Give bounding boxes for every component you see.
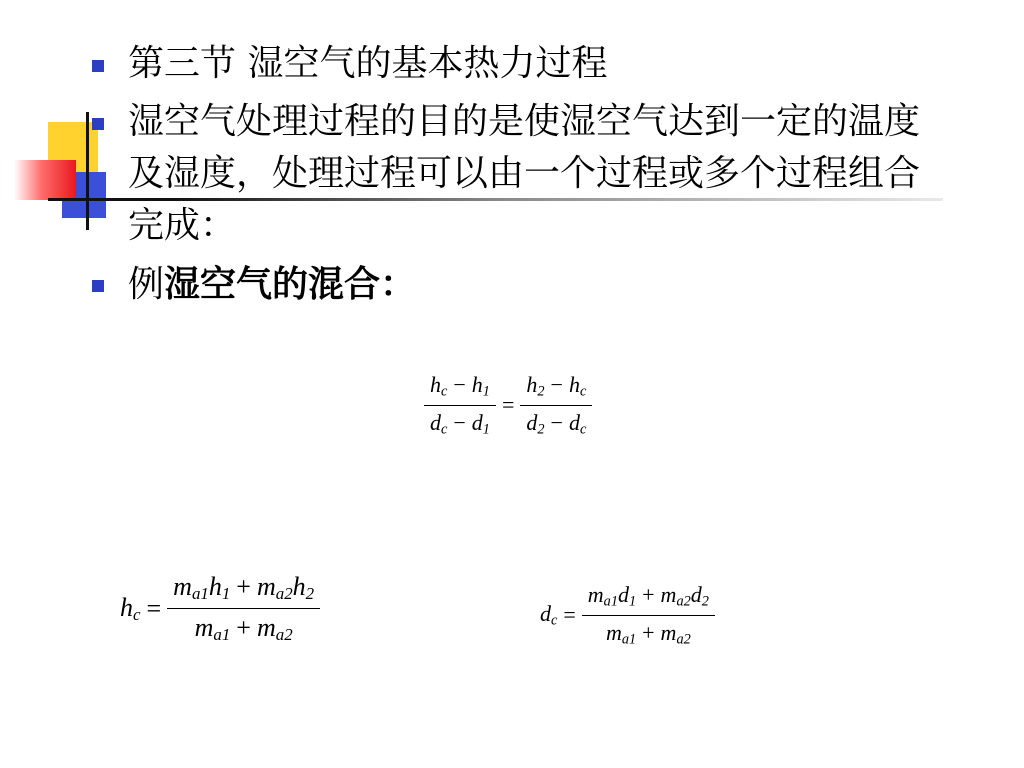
decor-red-bar	[14, 160, 76, 200]
bullet-text: 第三节 湿空气的基本热力过程	[128, 43, 608, 84]
bullet-text: 湿空气处理过程的目的是使湿空气达到一定的温度及湿度，处理过程可以由一个过程或多个过程组合完成：	[128, 101, 921, 246]
fraction-rhs: $\frac{h_2 - h_c}{d_2 - d_c}$	[520, 372, 592, 438]
equation-hc: $h_c$ = $\frac{m_{a1}h_1 + m_{a2}h_2}{m_{a1} + m_{a2}}$	[120, 572, 320, 645]
bullet-item-example	[92, 258, 952, 311]
fraction-hc: $\frac{m_{a1}h_1 + m_{a2}h_2}{m_{a1} + m_{a2}}$	[167, 572, 320, 645]
bullet-icon	[92, 118, 104, 130]
bullet-prefix: 例	[128, 264, 165, 305]
equation-ratio: $\frac{h_c - h_1}{d_c - d_1}$ = $\frac{h_2 - h_c}{d_2 - d_c}$	[424, 372, 592, 438]
bullet-icon	[92, 60, 104, 72]
equation-dc: $d_c$ = $\frac{m_{a1}d_1 + m_{a2}d_2}{m_{a1} + m_{a2}}$	[540, 582, 715, 648]
bullet-item-purpose	[92, 96, 952, 252]
bullet-list	[92, 38, 952, 317]
fraction-dc: $\frac{m_{a1}d_1 + m_{a2}d_2}{m_{a1} + m_{a2}}$	[582, 582, 715, 648]
fraction-lhs: $\frac{h_c - h_1}{d_c - d_1}$	[424, 372, 496, 438]
bullet-item-title	[92, 38, 952, 90]
decor-vertical-line	[86, 112, 89, 230]
bullet-icon	[92, 280, 104, 292]
bullet-bold-text: 湿空气的混合：	[164, 263, 417, 305]
